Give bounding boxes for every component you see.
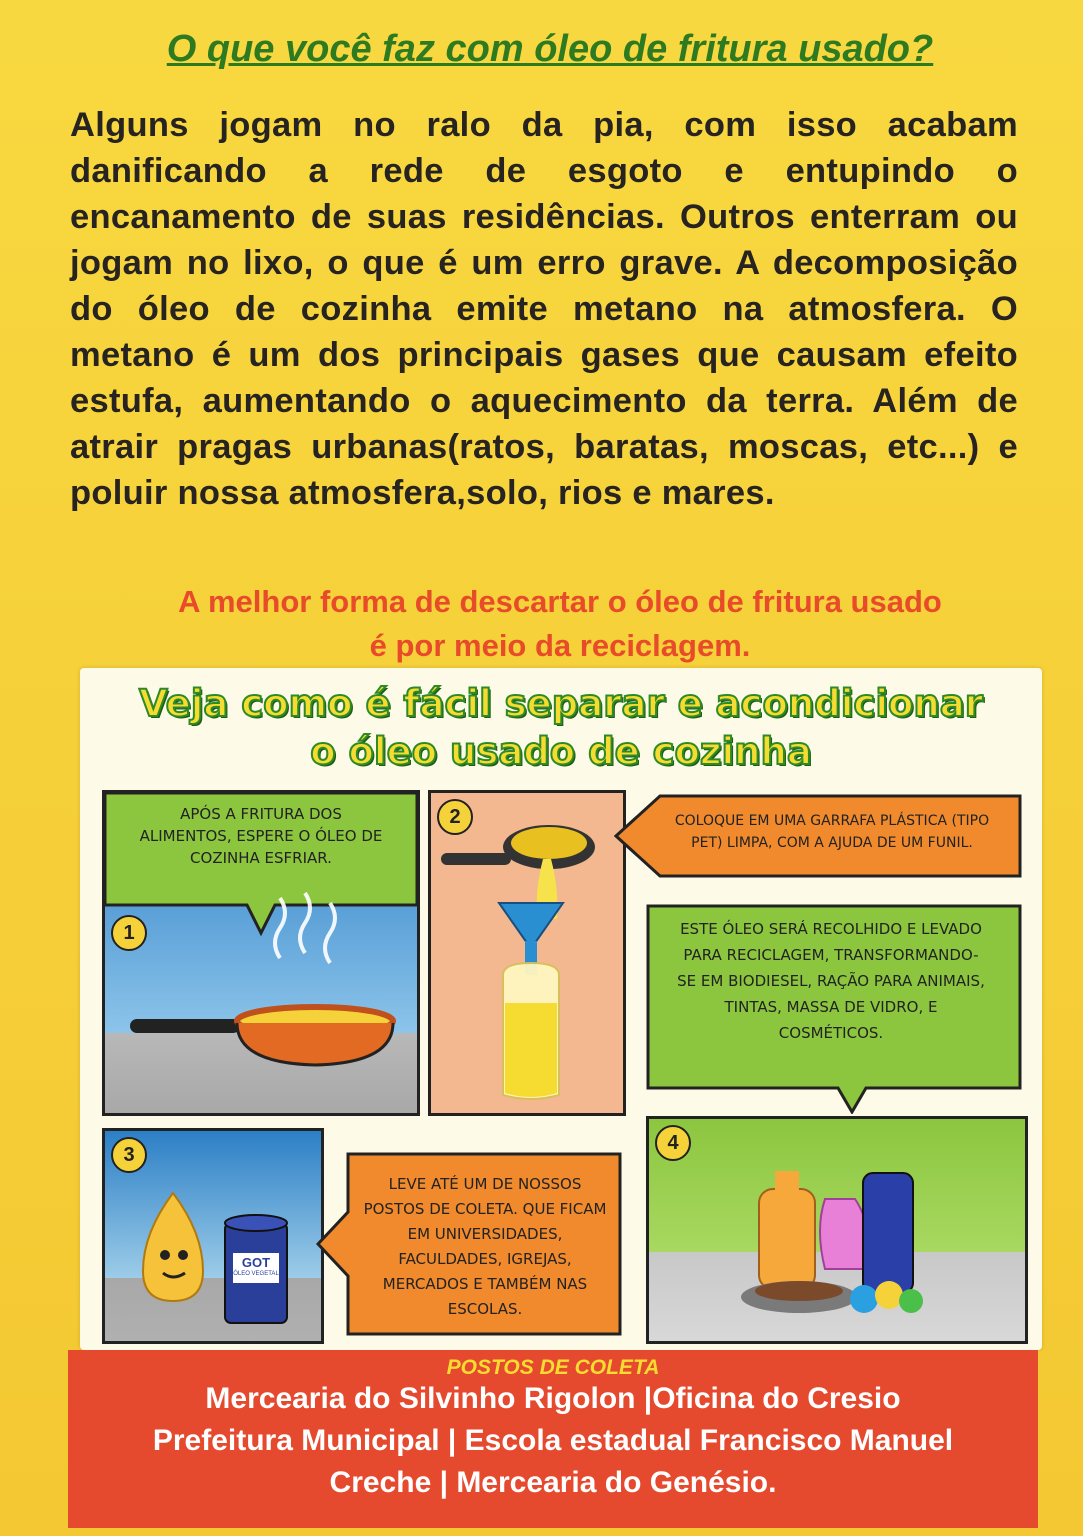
callout-line-1: A melhor forma de descartar o óleo de fritura usado <box>178 584 942 619</box>
step-3-panel <box>102 1128 324 1344</box>
step-2-bubble <box>614 794 1022 878</box>
guide-title-line-1: Veja como é fácil separar e acondicionar <box>139 682 983 725</box>
step-1-text: APÓS A FRITURA DOS ALIMENTOS, ESPERE O ÓLEO DE COZINHA ESFRIAR. <box>139 805 383 867</box>
recycling-callout <box>50 580 1070 668</box>
recycled-products-illustration <box>649 1119 1025 1341</box>
step-2-panel <box>428 790 626 1116</box>
footer-title: POSTOS DE COLETA <box>446 1356 660 1379</box>
collection-points-footer <box>68 1350 1038 1528</box>
step-4-text: ESTE ÓLEO SERÁ RECOLHIDO E LEVADO PARA RECICLAGEM, TRANSFORMANDO-SE EM BIODIESEL, RAÇÃO PARA ANIMAIS, TINTAS, MASSA DE VIDRO, E COSMÉTICOS. <box>677 920 985 1042</box>
step-4-number: 4 <box>655 1125 691 1161</box>
step-2-text: COLOQUE EM UMA GARRAFA PLÁSTICA (TIPO PET) LIMPA, COM A AJUDA DE UM FUNIL. <box>674 813 990 851</box>
step-1-number: 1 <box>111 915 147 951</box>
guide-title <box>80 680 1042 776</box>
drum-label: GOT <box>241 1255 271 1270</box>
collection-point-line-2: Prefeitura Municipal | Escola estadual Francisco Manuel <box>152 1424 954 1457</box>
step-3-bubble <box>316 1152 622 1336</box>
step-4-panel <box>646 1116 1028 1344</box>
step-3-text: LEVE ATÉ UM DE NOSSOS POSTOS DE COLETA. QUE FICAM EM UNIVERSIDADES, FACULDADES, IGREJAS, MERCADOS E TAMBÉM NAS ESCOLAS. <box>363 1175 607 1318</box>
step-2-number: 2 <box>437 799 473 835</box>
bottle-funnel-illustration <box>431 793 623 1113</box>
drum-sublabel: ÓLEO VEGETAL <box>233 1271 279 1277</box>
guide-title-line-2: o óleo usado de cozinha <box>310 730 812 773</box>
step-1-panel <box>102 790 420 1116</box>
collection-point-line-1: Mercearia do Silvinho Rigolon |Oficina do Cresio <box>205 1382 901 1415</box>
step-3-number: 3 <box>111 1137 147 1173</box>
page-title: O que você faz com óleo de fritura usado? <box>166 28 934 70</box>
callout-line-2: é por meio da reciclagem. <box>369 628 751 663</box>
collection-point-line-3: Creche | Mercearia do Genésio. <box>329 1466 777 1499</box>
step-4-bubble <box>646 904 1022 1114</box>
how-to-guide-card <box>80 668 1042 1350</box>
intro-paragraph: Alguns jogam no ralo da pia, com isso acabam danificando a rede de esgoto e entupindo o encanamento de suas residências. Outros enterram ou jogam no lixo, o que é um erro grave. A decomposição do óleo de cozinha emite metano na atmosfera. O metano é um dos principais gases que causam efeito estufa, aumentando o aquecimento da terra. Além de atrair pragas urbanas(ratos, baratas, moscas, etc...) e poluir nossa atmosfera,solo, rios e mares. <box>70 106 1018 512</box>
